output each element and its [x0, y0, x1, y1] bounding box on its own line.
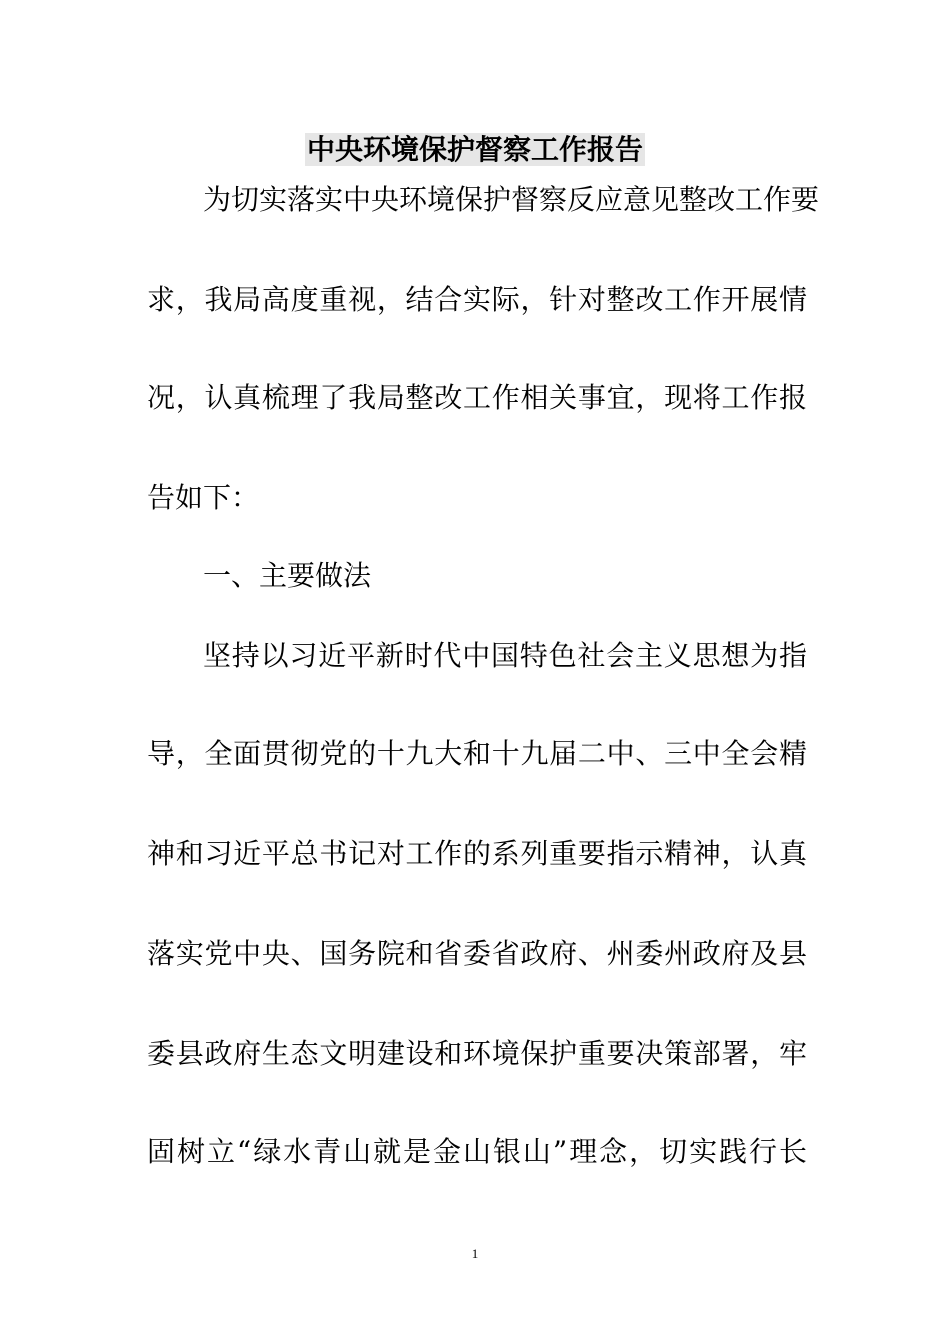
- paragraph-line-7: 神和习近平总书记对工作的系列重要指示精神，认真: [147, 837, 807, 870]
- paragraph-line-1: 为切实落实中央环境保护督察反应意见整改工作要: [203, 183, 820, 216]
- document-title: 中央环境保护督察工作报告: [306, 133, 643, 166]
- section-heading: 一、主要做法: [203, 559, 372, 592]
- paragraph-line-10: 固树立“绿水青山就是金山银山”理念，切实践行长: [147, 1135, 807, 1168]
- paragraph-line-6: 导，全面贯彻党的十九大和十九届二中、三中全会精: [147, 737, 807, 770]
- paragraph-line-8: 落实党中央、国务院和省委省政府、州委州政府及县: [147, 937, 807, 970]
- paragraph-line-5: 坚持以习近平新时代中国特色社会主义思想为指: [203, 639, 807, 672]
- page-number: 1: [471, 1246, 479, 1261]
- paragraph-line-3: 况，认真梳理了我局整改工作相关事宜，现将工作报: [147, 381, 807, 414]
- paragraph-line-2: 求，我局高度重视，结合实际，针对整改工作开展情: [147, 283, 807, 316]
- paragraph-line-4: 告如下：: [147, 481, 260, 514]
- paragraph-line-9: 委县政府生态文明建设和环境保护重要决策部署，牢: [147, 1037, 807, 1070]
